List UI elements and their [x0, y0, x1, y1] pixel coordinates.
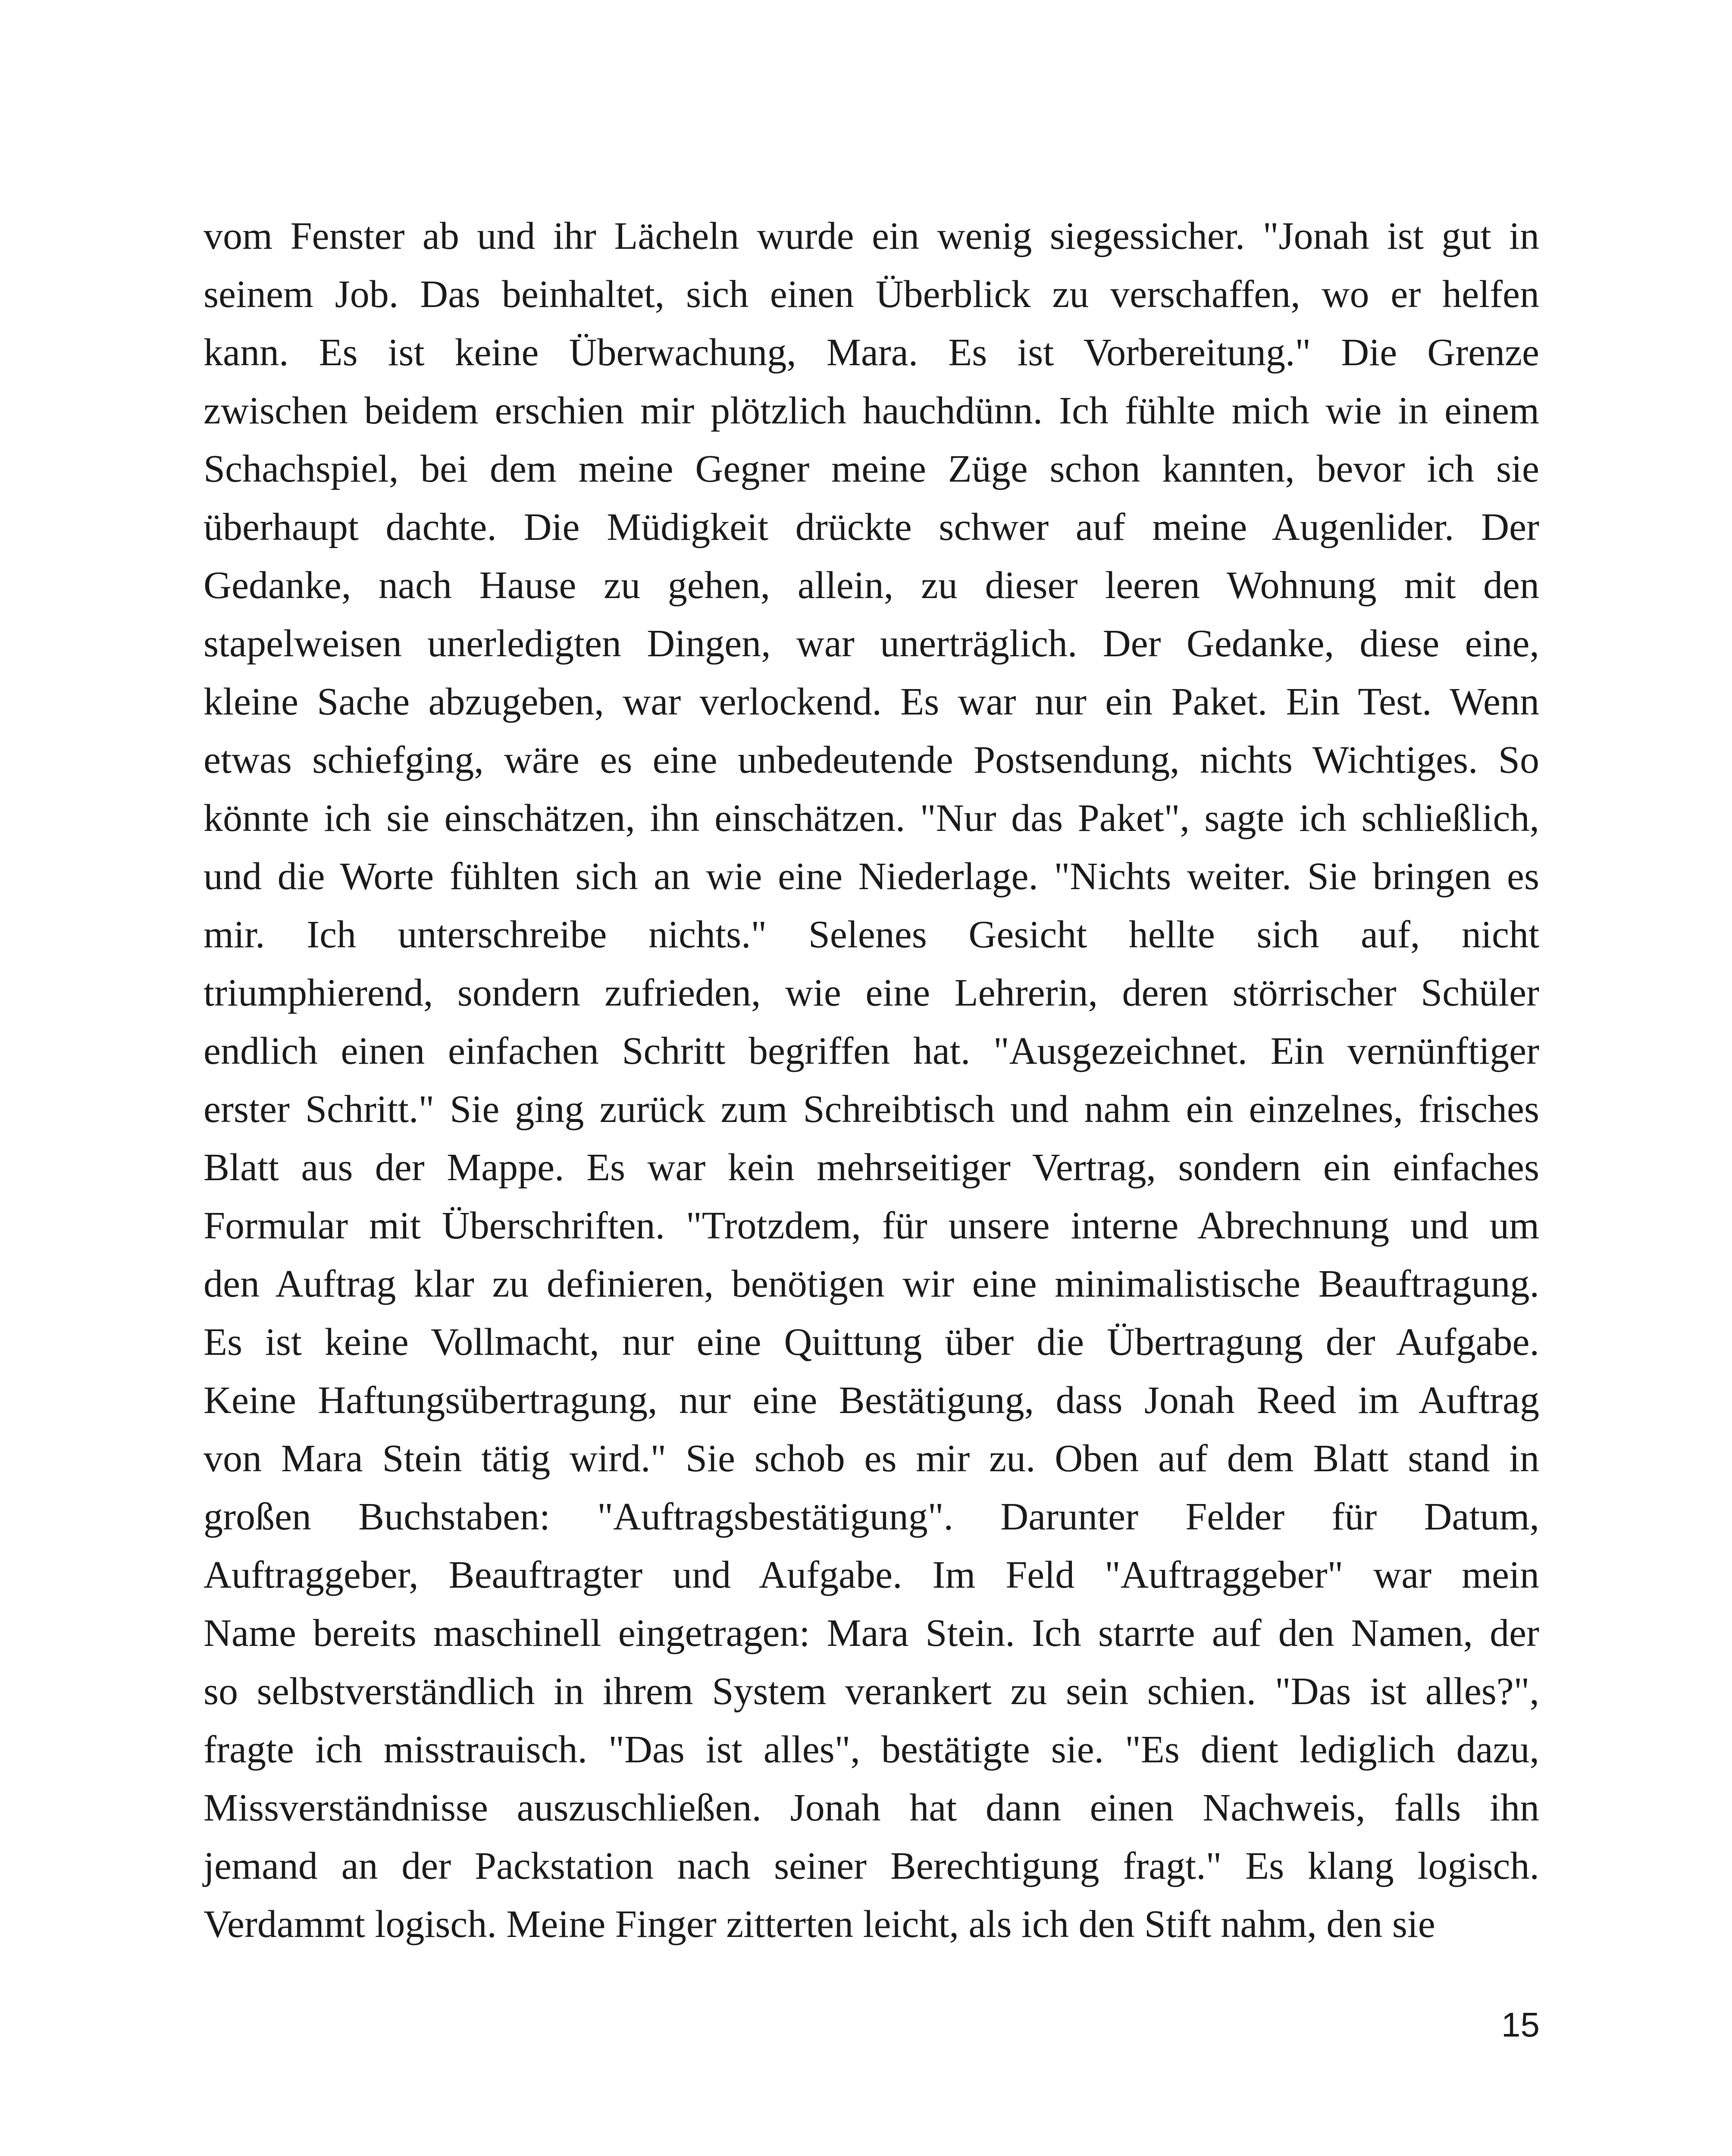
text-line: Es ist keine Vollmacht, nur eine Quittung über die Übertragung der Aufgabe. — [204, 1321, 1539, 1363]
text-line: zwischen beidem erschien mir plötzlich hauchdünn. Ich fühlte mich wie in einem — [204, 389, 1539, 432]
text-line: triumphierend, sondern zufrieden, wie eine Lehrerin, deren störrischer Schüler — [204, 971, 1539, 1014]
text-line: großen Buchstaben: "Auftragsbestätigung". Darunter Felder für Datum, — [204, 1495, 1539, 1538]
text-line: Auftraggeber, Beauftragter und Aufgabe. Im Feld "Auftraggeber" war mein — [204, 1554, 1539, 1596]
text-line: Blatt aus der Mappe. Es war kein mehrseitiger Vertrag, sondern ein einfaches — [204, 1146, 1539, 1189]
text-line: mir. Ich unterschreibe nichts." Selenes Gesicht hellte sich auf, nicht — [204, 913, 1539, 956]
text-line: Schachspiel, bei dem meine Gegner meine Züge schon kannten, bevor ich sie — [204, 448, 1539, 490]
text-line: Gedanke, nach Hause zu gehen, allein, zu dieser leeren Wohnung mit den — [204, 564, 1539, 607]
text-line: den Auftrag klar zu definieren, benötigen wir eine minimalistische Beauftragung. — [204, 1263, 1539, 1305]
text-line: erster Schritt." Sie ging zurück zum Schreibtisch und nahm ein einzelnes, frisches — [204, 1088, 1539, 1131]
body-paragraph — [204, 207, 1539, 1953]
text-line: etwas schiefging, wäre es eine unbedeutende Postsendung, nichts Wichtiges. So — [204, 739, 1539, 781]
text-line: Keine Haftungsübertragung, nur eine Bestätigung, dass Jonah Reed im Auftrag — [204, 1379, 1539, 1422]
text-line: stapelweisen unerledigten Dingen, war unerträglich. Der Gedanke, diese eine, — [204, 622, 1539, 665]
text-line: vom Fenster ab und ihr Lächeln wurde ein wenig siegessicher. "Jonah ist gut in — [204, 215, 1539, 257]
text-line: überhaupt dachte. Die Müdigkeit drückte schwer auf meine Augenlider. Der — [204, 506, 1539, 548]
text-line: Verdammt logisch. Meine Finger zitterten leicht, als ich den Stift nahm, den sie — [204, 1903, 1435, 1946]
text-line: jemand an der Packstation nach seiner Berechtigung fragt." Es klang logisch. — [204, 1845, 1539, 1887]
text-line: kann. Es ist keine Überwachung, Mara. Es ist Vorbereitung." Die Grenze — [204, 331, 1539, 374]
text-line: und die Worte fühlten sich an wie eine Niederlage. "Nichts weiter. Sie bringen es — [204, 855, 1539, 898]
text-line: könnte ich sie einschätzen, ihn einschätzen. "Nur das Paket", sagte ich schließlich, — [204, 797, 1539, 840]
text-line: Formular mit Überschriften. "Trotzdem, für unsere interne Abrechnung und um — [204, 1204, 1539, 1247]
text-line: kleine Sache abzugeben, war verlockend. Es war nur ein Paket. Ein Test. Wenn — [204, 680, 1539, 723]
text-line: Name bereits maschinell eingetragen: Mara Stein. Ich starrte auf den Namen, der — [204, 1612, 1539, 1655]
page-number: 15 — [1501, 2006, 1540, 2044]
text-line: endlich einen einfachen Schritt begriffen hat. "Ausgezeichnet. Ein vernünftiger — [204, 1030, 1539, 1072]
text-line: Missverständnisse auszuschließen. Jonah hat dann einen Nachweis, falls ihn — [204, 1786, 1539, 1829]
text-line: so selbstverständlich in ihrem System verankert zu sein schien. "Das ist alles?", — [204, 1670, 1539, 1713]
text-line: von Mara Stein tätig wird." Sie schob es mir zu. Oben auf dem Blatt stand in — [204, 1437, 1539, 1480]
text-line: fragte ich misstrauisch. "Das ist alles", bestätigte sie. "Es dient lediglich dazu, — [204, 1728, 1539, 1771]
text-line: seinem Job. Das beinhaltet, sich einen Überblick zu verschaffen, wo er helfen — [204, 273, 1539, 316]
